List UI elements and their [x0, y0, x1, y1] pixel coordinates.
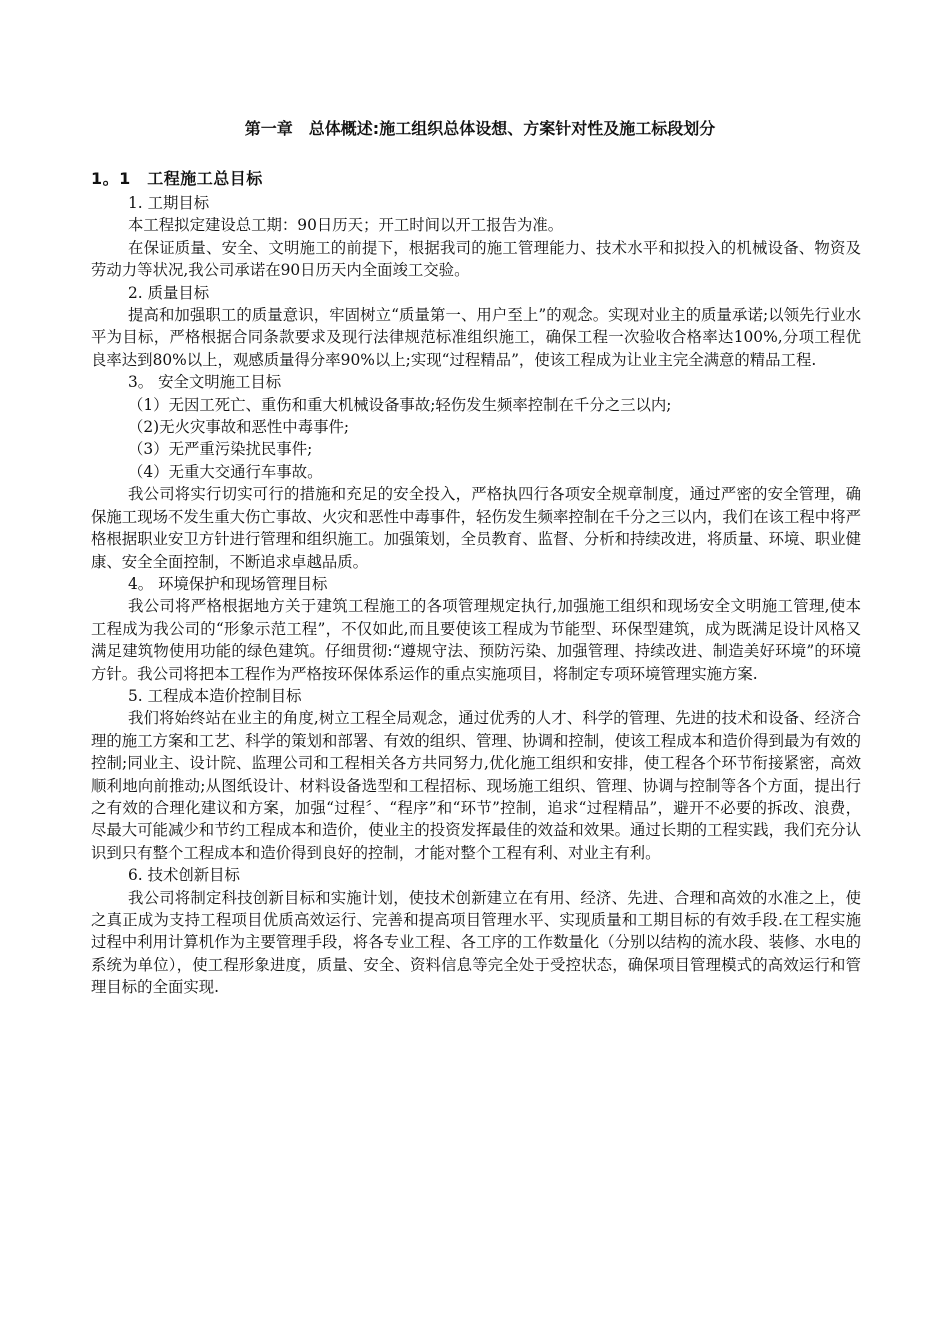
subheading-safety: 3。 安全文明施工目标	[128, 373, 282, 392]
document-page	[91, 118, 861, 999]
list-item: （2)无火灾事故和恶性中毒事件;	[128, 418, 350, 437]
list-item: （3）无严重污染扰民事件;	[128, 440, 313, 459]
subheading-environment: 4。 环境保护和现场管理目标	[128, 574, 328, 593]
paragraph: 本工程拟定建设总工期：90日历天；开工时间以开工报告为准。	[128, 216, 564, 235]
subheading-cost: 5. 工程成本造价控制目标	[128, 686, 302, 705]
paragraph: 我公司将制定科技创新目标和实施计划，使技术创新建立在有用、经济、先进、合理和高效的水准之上，使之真正成为支持工程项目优质高效运行、完善和提高项目管理水平、实现质量和工期目标的有效手段.在工程实施过程中利用计算机作为主要管理手段，将各专业工程、各工序的工作数量化（分别以结构的流水段、装修、水电的系统为单位），使工程形象进度，质量、安全、资料信息等完全处于受控状态，确保项目管理模式的高效运行和管理目标的全面实现.	[91, 888, 861, 997]
paragraph: 我公司将实行切实可行的措施和充足的安全投入，严格执四行各项安全规章制度，通过严密的安全管理，确保施工现场不发生重大伤亡事故、火灾和恶性中毒事件，轻伤发生频率控制在千分之三以内，我们在该工程中将严格根据职业安卫方针进行管理和组织施工。加强策划，全员教育、监督、分析和持续改进，将质量、环境、职业健康、安全全面控制，不断追求卓越品质。	[91, 485, 861, 571]
subheading-quality: 2. 质量目标	[128, 283, 210, 302]
list-item: （1）无因工死亡、重伤和重大机械设备事故;轻伤发生频率控制在千分之三以内;	[128, 395, 672, 414]
chapter-title: 第一章 总体概述:施工组织总体设想、方案针对性及施工标段划分	[244, 119, 716, 138]
section-title: 1。1 工程施工总目标	[91, 169, 263, 188]
paragraph: 我们将始终站在业主的角度,树立工程全局观念，通过优秀的人才、科学的管理、先进的技术和设备、经济合理的施工方案和工艺、科学的策划和部署、有效的组织、管理、协调和控制，使该工程成本和造价得到最为有效的控制;同业主、设计院、监理公司和工程相关各方共同努力,优化施工组织和安排，使工程各个环节衔接紧密，高效顺利地向前推动;从图纸设计、材料设备选型和工程招标、现场施工组织、管理、协调与控制等各个方面，提出行之有效的合理化建议和方案，加强“过程〞、“程序”和“环节”控制，追求“过程精品”，避开不必要的拆改、浪费，尽最大可能减少和节约工程成本和造价，使业主的投资发挥最佳的效益和效果。通过长期的工程实践，我们充分认识到只有整个工程成本和造价得到良好的控制，才能对整个工程有利、对业主有利。	[91, 709, 861, 862]
paragraph: 提高和加强职工的质量意识，牢固树立“质量第一、用户至上”的观念。实现对业主的质量承诺;以领先行业水平为目标，严格根据合同条款要求及现行法律规范标准组织施工，确保工程一次验收合格率达100%,分项工程优良率达到80%以上，观感质量得分率90%以上;实现“过程精品”，使该工程成为让业主完全满意的精品工程.	[91, 306, 861, 369]
paragraph: 在保证质量、安全、文明施工的前提下，根据我司的施工管理能力、技术水平和拟投入的机械设备、物资及劳动力等状况,我公司承诺在90日历天内全面竣工交验。	[91, 238, 861, 280]
subheading-innovation: 6. 技术创新目标	[128, 866, 240, 885]
subheading-schedule: 1. 工期目标	[128, 194, 210, 212]
list-item: （4）无重大交通行车事故。	[128, 462, 323, 481]
paragraph: 我公司将严格根据地方关于建筑工程施工的各项管理规定执行,加强施工组织和现场安全文明施工管理,使本工程成为我公司的“形象示范工程”，不仅如此,而且要使该工程成为节能型、环保型建筑，成为既满足设计风格又满足建筑物使用功能的绿色建筑。仔细贯彻:“遵规守法、预防污染、加强管理、持续改进、制造美好环境”的环境方针。我公司将把本工程作为严格按环保体系运作的重点实施项目，将制定专项环境管理实施方案.	[91, 597, 861, 683]
